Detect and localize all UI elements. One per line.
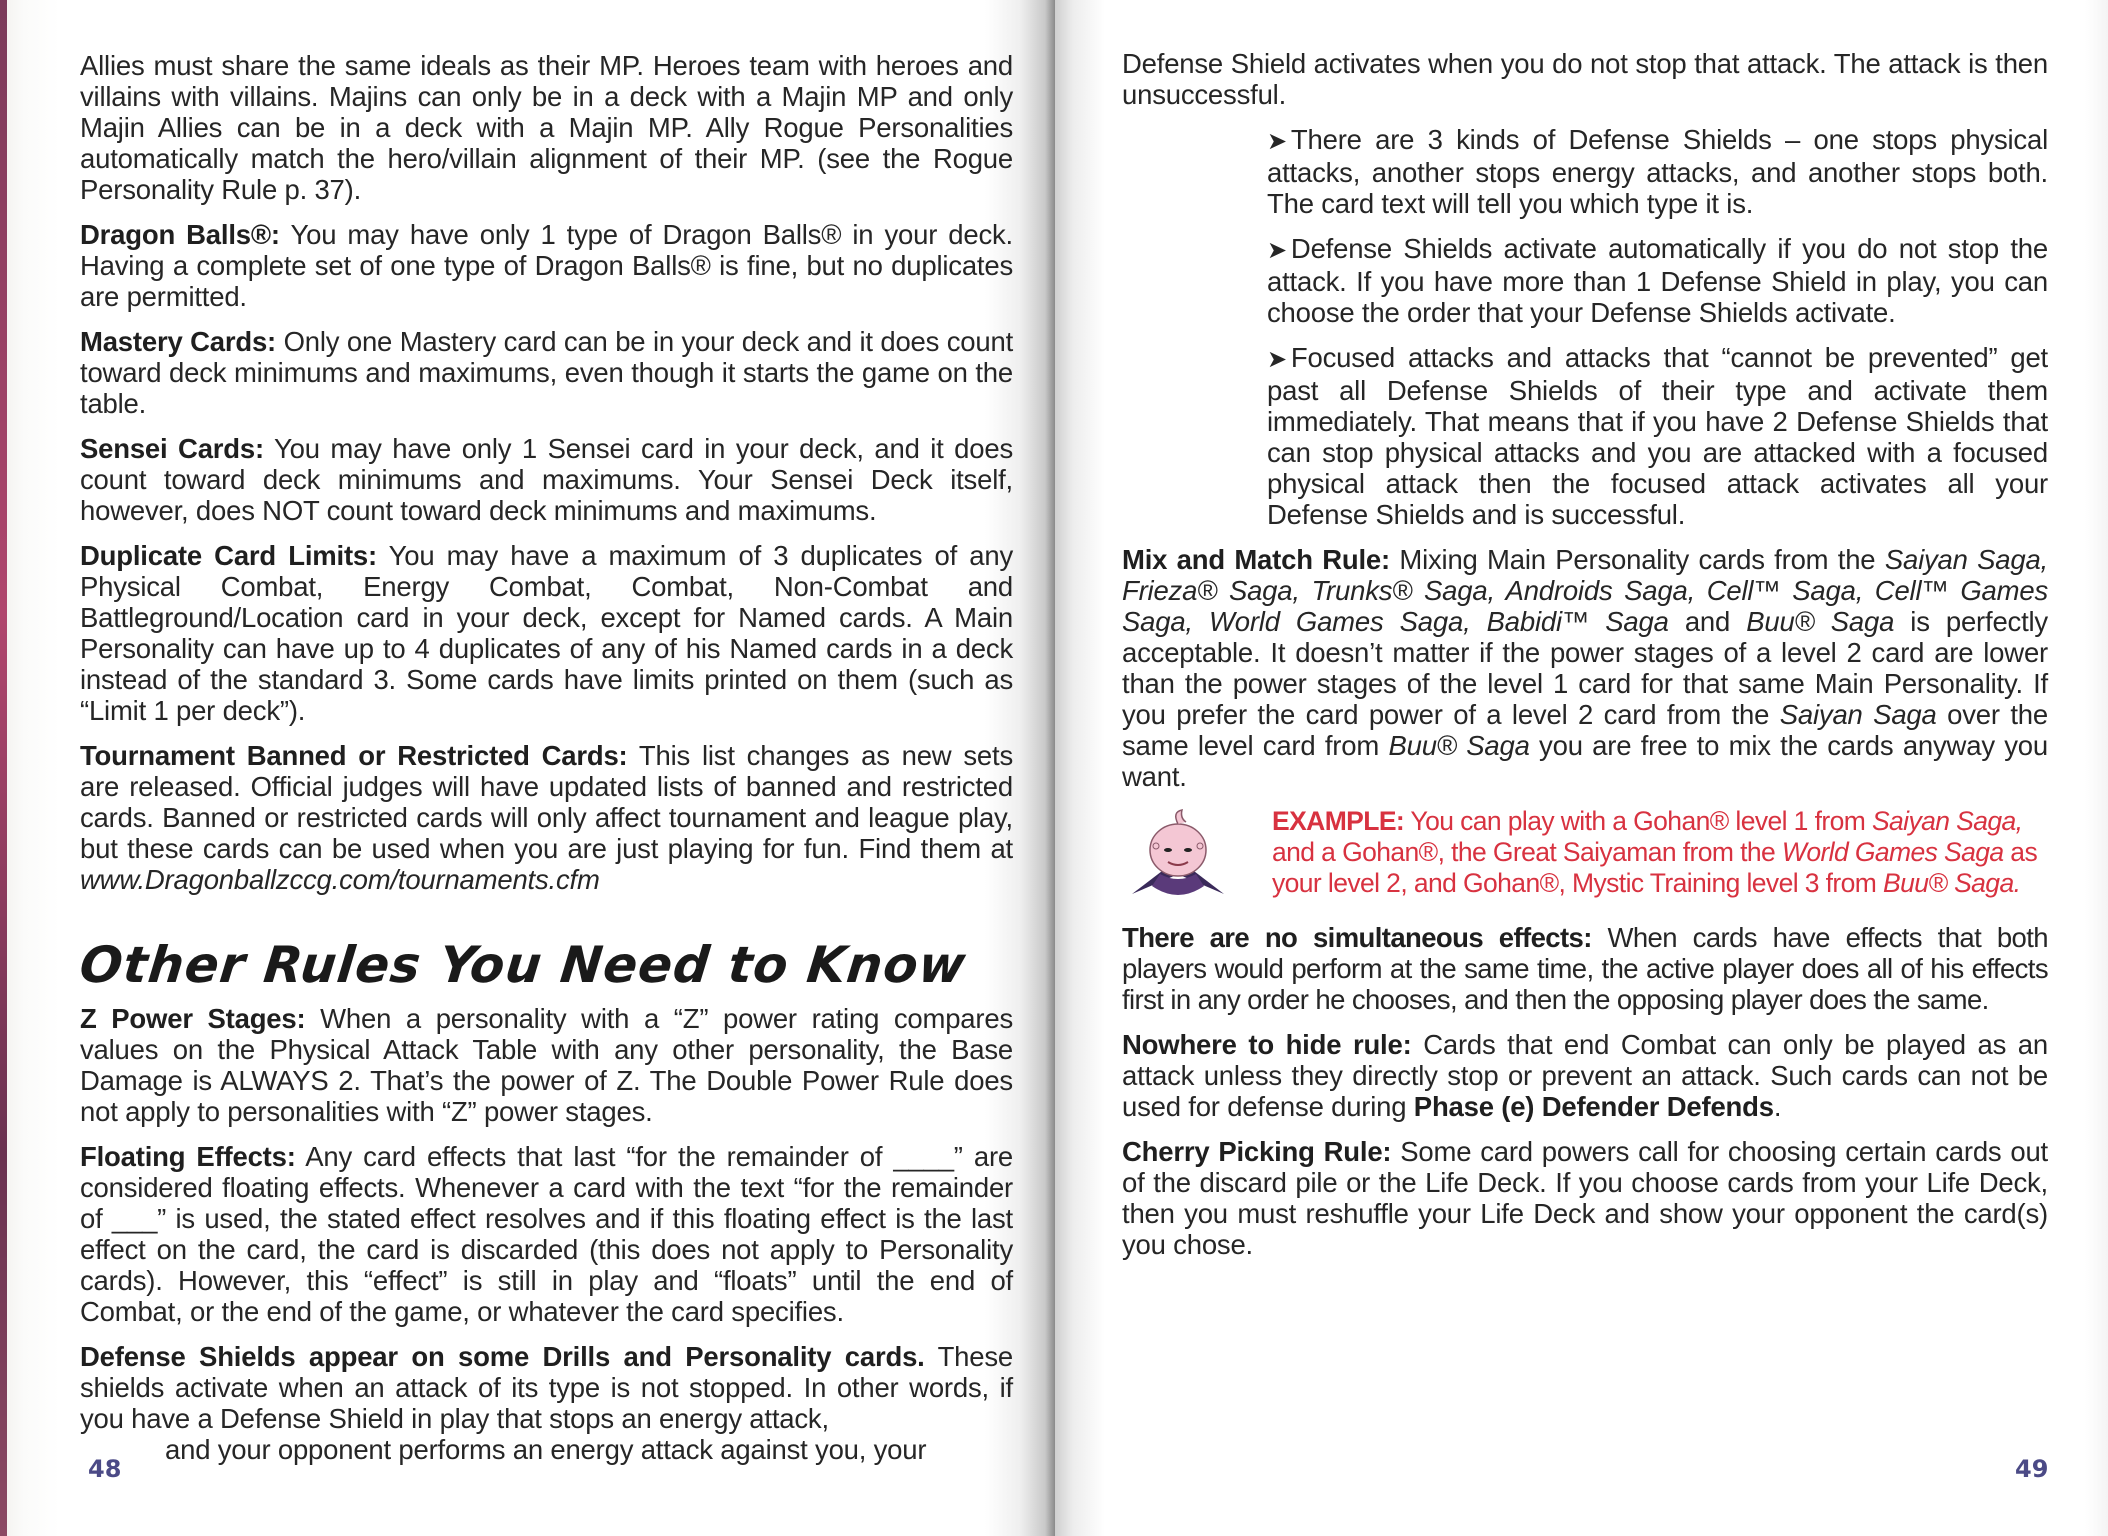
- page-number-right: 49: [2015, 1455, 2049, 1483]
- paragraph-tournament: [80, 740, 1013, 895]
- text-cherry: Some card powers call for choosing certain cards out of the discard pile or the Life Deck. If you choose cards from your Life Deck, then you must reshuffle your Life Deck and show your opponent the card(s) you chose.: [1122, 1136, 2048, 1260]
- example-saiyan: Saiyan Saga,: [1871, 806, 2023, 836]
- bullet-1-text: There are 3 kinds of Defense Shields – one stops physical attacks, another stops energy attacks, and another stops both. The card text will tell you which type it is.: [1267, 124, 2048, 219]
- example-box: [1122, 806, 2048, 906]
- right-page: [1055, 0, 2108, 1536]
- paragraph-dragon-balls: [80, 219, 1013, 312]
- text-sensei: You may have only 1 Sensei card in your deck, and it does count toward deck minimums and maximums. Your Sensei Deck itself, however, does NOT count toward deck minimums and maximums.: [80, 433, 1013, 526]
- text-zpower: When a personality with a “Z” power rating compares values on the Physical Attack Table with any other personality, the Base Damage is ALWAYS 2. That’s the power of Z. The Double Power Rule does not apply to personalities with “Z” power stages.: [80, 1003, 1013, 1127]
- example-text-2: and a Gohan®, the Great Saiyaman from the: [1272, 837, 1782, 867]
- term-cherry: Cherry Picking Rule:: [1122, 1136, 1392, 1167]
- arrow-bullet-icon: ➤: [1267, 237, 1287, 264]
- text-mix-4: you are free to mix the cards anyway you want.: [1122, 730, 2048, 792]
- term-nowhere: Nowhere to hide rule:: [1122, 1029, 1412, 1060]
- example-text-3: as your level 2, and Gohan®, Mystic Training level 3 from: [1272, 837, 2038, 898]
- term-mix-match: Mix and Match Rule:: [1122, 544, 1390, 575]
- paragraph-sensei: [80, 433, 1013, 526]
- text-nowhere: Cards that end Combat can only be played as an attack unless they directly stop or prevent an attack. Such cards can not be used for defense during: [1122, 1029, 2048, 1122]
- left-column: [76, 50, 1014, 1479]
- paragraph-defense: [80, 1341, 1013, 1434]
- bullet-3: [1267, 342, 2048, 530]
- term-tournament: Tournament Banned or Restricted Cards:: [80, 740, 628, 771]
- paragraph-defense-continued: Defense Shield activates when you do not stop that attack. The attack is then unsuccessful.: [1122, 48, 2048, 110]
- arrow-bullet-icon: ➤: [1267, 346, 1287, 373]
- nowhere-end: .: [1773, 1091, 1782, 1122]
- arrow-bullet-icon: ➤: [1267, 128, 1287, 155]
- text-simultaneous: When cards have effects that both players would perform at the same time, the active player does all of his effects first in any order he chooses, and then the opposing player does the same.: [1122, 922, 2048, 1015]
- paragraph-zpower: [80, 1003, 1013, 1127]
- mix-sagas: Saiyan Saga, Frieza® Saga, Trunks® Saga, Androids Saga, Cell™ Saga, Cell™ Games Saga, World Games Saga, Babidi™ Saga: [1122, 544, 2048, 637]
- text-dragon-balls: You may have only 1 type of Dragon Balls® in your deck. Having a complete set of one type of Dragon Balls® is fine, but no duplicates are permitted.: [80, 219, 1013, 312]
- paragraph-floating: [80, 1141, 1013, 1327]
- paragraph-mix-match: [1122, 544, 2048, 792]
- text-defense: These shields activate when an attack of its type is not stopped. In other words, if you have a Defense Shield in play that stops an energy attack,: [80, 1341, 1013, 1434]
- text-mix-2: is perfectly acceptable. It doesn’t matter if the power stages of a level 2 card are lower than the power stages of the level 1 card for that same Main Personality. If you prefer the card power of a level 2 card from the: [1122, 606, 2048, 730]
- paragraph-allies: Allies must share the same ideals as their MP. Heroes team with heroes and villains with villains. Majins can only be in a deck with a Majin MP and only Majin Allies can be in a deck with a Majin MP. Ally Rogue Personalities automatically match the hero/villain alignment of their MP. (see the Rogue Personality Rule p. 37).: [80, 50, 1013, 205]
- mix-saiyan: Saiyan Saga: [1779, 699, 1937, 730]
- term-dragon-balls: Dragon Balls®:: [80, 219, 280, 250]
- majin-buu-mascot-icon: [1122, 808, 1234, 908]
- example-world: World Games Saga: [1781, 837, 2004, 867]
- text-tournament: This list changes as new sets are released. Official judges will have updated lists of banned and restricted cards. Banned or restricted cards will only affect tournament and league play, but these cards can be used when you are just playing for fun. Find them at: [80, 740, 1013, 864]
- term-duplicate: Duplicate Card Limits:: [80, 540, 377, 571]
- bullet-1: [1267, 124, 2048, 219]
- example-text: [1272, 806, 2048, 899]
- term-sensei: Sensei Cards:: [80, 433, 264, 464]
- text-mix-1: Mixing Main Personality cards from the: [1389, 544, 1885, 575]
- mix-buu-2: Buu® Saga: [1388, 730, 1530, 761]
- text-mix-3: over the same level card from: [1122, 699, 2048, 761]
- term-simultaneous: There are no simultaneous effects:: [1122, 922, 1592, 953]
- term-zpower: Z Power Stages:: [80, 1003, 306, 1034]
- paragraph-cherry: [1122, 1136, 2048, 1260]
- section-heading: Other Rules You Need to Know: [76, 936, 970, 994]
- paragraph-duplicate: [80, 540, 1013, 726]
- bullet-2: [1267, 233, 2048, 328]
- example-buu: Buu® Saga.: [1883, 868, 2021, 898]
- mix-buu: Buu® Saga: [1746, 606, 1895, 637]
- nowhere-phase: Phase (e) Defender Defends: [1413, 1091, 1774, 1122]
- bullet-2-text: Defense Shields activate automatically if you do not stop the attack. If you have more than 1 Defense Shield in play, you can choose the order that your Defense Shields activate.: [1267, 233, 2048, 328]
- paragraph-simultaneous: [1122, 922, 2048, 1015]
- paragraph-defense-hang: and your opponent performs an energy attack against you, your: [165, 1434, 927, 1465]
- term-mastery: Mastery Cards:: [80, 326, 277, 357]
- page-edge-decoration: [0, 0, 7, 1536]
- paragraph-mastery: [80, 326, 1013, 419]
- tournament-url: www.Dragonballzccg.com/tournaments.cfm: [80, 864, 600, 895]
- example-text-1: You can play with a Gohan® level 1 from: [1404, 806, 1872, 836]
- term-defense: Defense Shields appear on some Drills and Personality cards.: [80, 1341, 925, 1372]
- right-column: [1122, 48, 2048, 1274]
- text-mastery: Only one Mastery card can be in your deck and it does count toward deck minimums and maximums, even though it starts the game on the table.: [80, 326, 1014, 419]
- page-number-left: 48: [88, 1455, 122, 1483]
- term-floating: Floating Effects:: [80, 1141, 296, 1172]
- bullet-3-text: Focused attacks and attacks that “cannot be prevented” get past all Defense Shields of their type and activate them immediately. That means that if you have 2 Defense Shields that can stop physical attacks and you are attacked with a focused physical attack then the focused attack activates all your Defense Shields and is successful.: [1267, 342, 2048, 530]
- example-label: EXAMPLE:: [1272, 806, 1405, 836]
- text-mix-and: and: [1668, 606, 1747, 637]
- text-duplicate: You may have a maximum of 3 duplicates of any Physical Combat, Energy Combat, Combat, Non-Combat and Battleground/Location card in your deck, except for Named cards. A Main Personality can have up to 4 duplicates of any of his Named cards in a deck instead of the standard 3. Some cards have limits printed on them (such as “Limit 1 per deck”).: [80, 540, 1014, 726]
- text-floating: Any card effects that last “for the remainder of ____” are considered floating effects. Whenever a card with the text “for the remainder of ___” is used, the stated effect resolves and if this floating effect is the last effect on the card, the card is discarded (this does not apply to Personality cards). However, this “effect” is still in play and “floats” until the end of Combat, or the end of the game, or whatever the card specifies.: [80, 1141, 1013, 1327]
- paragraph-nowhere: [1122, 1029, 2048, 1122]
